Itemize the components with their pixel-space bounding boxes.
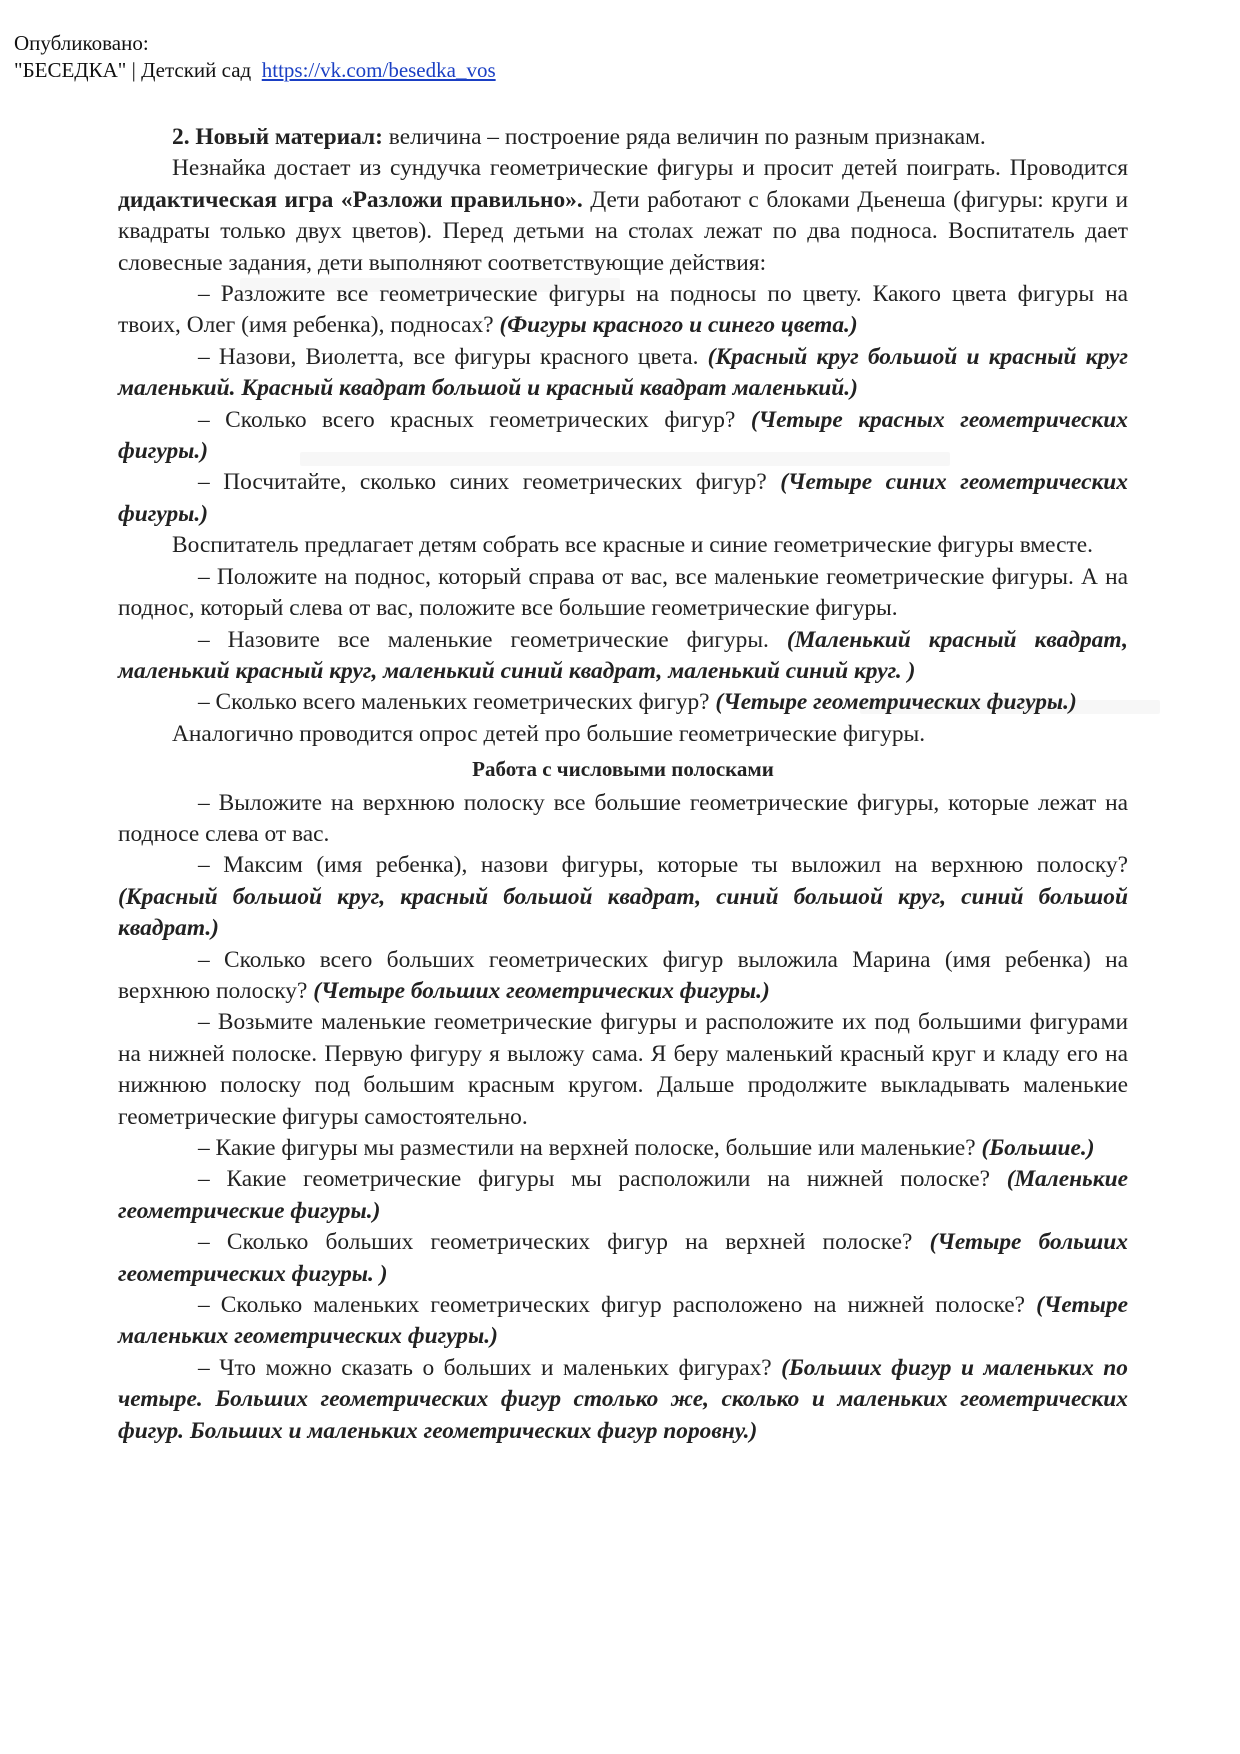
dialogue-line: – Сколько всего больших геометрических фигур выложила Марина (имя ребенка) на верхнюю полоску? (Четыре больших геометрических фигуры.) [118, 946, 1128, 1004]
dialogue-line: – Что можно сказать о больших и маленьких фигурах? (Больших фигур и маленьких по четыре. Больших геометрических фигур столько же, сколько и маленьких геометрических фигур. Больших и маленьких геометрических фигур поровну.) [118, 1354, 1128, 1444]
source-line [14, 57, 496, 84]
paragraph: Незнайка достает из сундучка геометрические фигуры и просит детей поиграть. Проводится дидактическая игра «Разложи правильно». Дети работают с блоками Дьенеша (фигуры: круги и квадраты только двух цветов). Перед детьми на столах лежат по два подноса. Воспитатель дает словесные задания, дети выполняют соответствующие действия: [118, 155, 1128, 276]
dialogue-line: – Возьмите маленькие геометрические фигуры и расположите их под большими фигурами на нижней полоске. Первую фигуру я выложу сама. Я беру маленький красный круг и кладу его на нижнюю полоску под большим красным кругом. Дальше продолжите выкладывать маленькие геометрические фигуры самостоятельно. [118, 1009, 1128, 1130]
source-link[interactable]: https://vk.com/besedka_vos [261, 58, 496, 82]
paragraph: Воспитатель предлагает детям собрать все красные и синие геометрические фигуры вместе. [172, 532, 1093, 559]
dialogue-line: – Сколько всего красных геометрических фигур? (Четыре красных геометрических фигуры.) [118, 406, 1128, 465]
dialogue-line: – Назови, Виолетта, все фигуры красного цвета. (Красный круг большой и красный круг маленький. Красный квадрат большой и красный квадрат маленький.) [118, 343, 1128, 402]
dialogue-line: – Разложите все геометрические фигуры на подносы по цвету. Какого цвета фигуры на твоих, Олег (имя ребенка), подносах? (Фигуры красного и синего цвета.) [118, 281, 1128, 339]
paragraph: Аналогично проводится опрос детей про большие геометрические фигуры. [172, 720, 926, 747]
dialogue-line: – Сколько маленьких геометрических фигур расположено на нижней полоске? (Четыре маленьких геометрических фигуры.) [118, 1292, 1128, 1350]
dialogue-line: – Какие геометрические фигуры мы расположили на нижней полоске? (Маленькие геометрические фигуры.) [118, 1166, 1128, 1224]
dialogue-line: – Назовите все маленькие геометрические фигуры. (Маленький красный квадрат, маленький красный круг, маленький синий квадрат, маленький синий круг. ) [118, 626, 1128, 684]
publication-header [14, 30, 496, 84]
dialogue-line: – Положите на поднос, который справа от вас, все маленькие геометрические фигуры. А на поднос, который слева от вас, положите все большие геометрические фигуры. [118, 563, 1128, 622]
section-heading: Работа с числовыми полосками [472, 757, 774, 782]
dialogue-line: – Максим (имя ребенка), назови фигуры, которые ты выложил на верхнюю полоску? (Красный большой круг, красный большой квадрат, синий большой круг, синий большой квадрат.) [118, 852, 1128, 942]
document-page [118, 122, 1128, 1447]
game-title: дидактическая игра «Разложи правильно». [118, 186, 583, 213]
source-name: "БЕСЕДКА" | Детский сад [14, 58, 252, 82]
dialogue-line: – Посчитайте, сколько синих геометрических фигур? (Четыре синих геометрических фигуры.) [118, 469, 1129, 527]
dialogue-line: – Сколько всего маленьких геометрических фигур? (Четыре геометрических фигуры.) [198, 689, 1077, 716]
dialogue-line: – Сколько больших геометрических фигур на верхней полоске? (Четыре больших геометрических фигуры. ) [118, 1229, 1128, 1287]
dialogue-line: – Выложите на верхнюю полоску все большие геометрические фигуры, которые лежат на подносе слева от вас. [118, 789, 1128, 847]
dialogue-line: – Какие фигуры мы разместили на верхней полоске, большие или маленькие? (Большие.) [198, 1135, 1095, 1161]
paragraph: 2. Новый материал: величина – построение ряда величин по разным признакам. [172, 124, 986, 150]
section-label: 2. Новый материал: [172, 124, 383, 150]
published-label: Опубликовано: [14, 31, 149, 55]
